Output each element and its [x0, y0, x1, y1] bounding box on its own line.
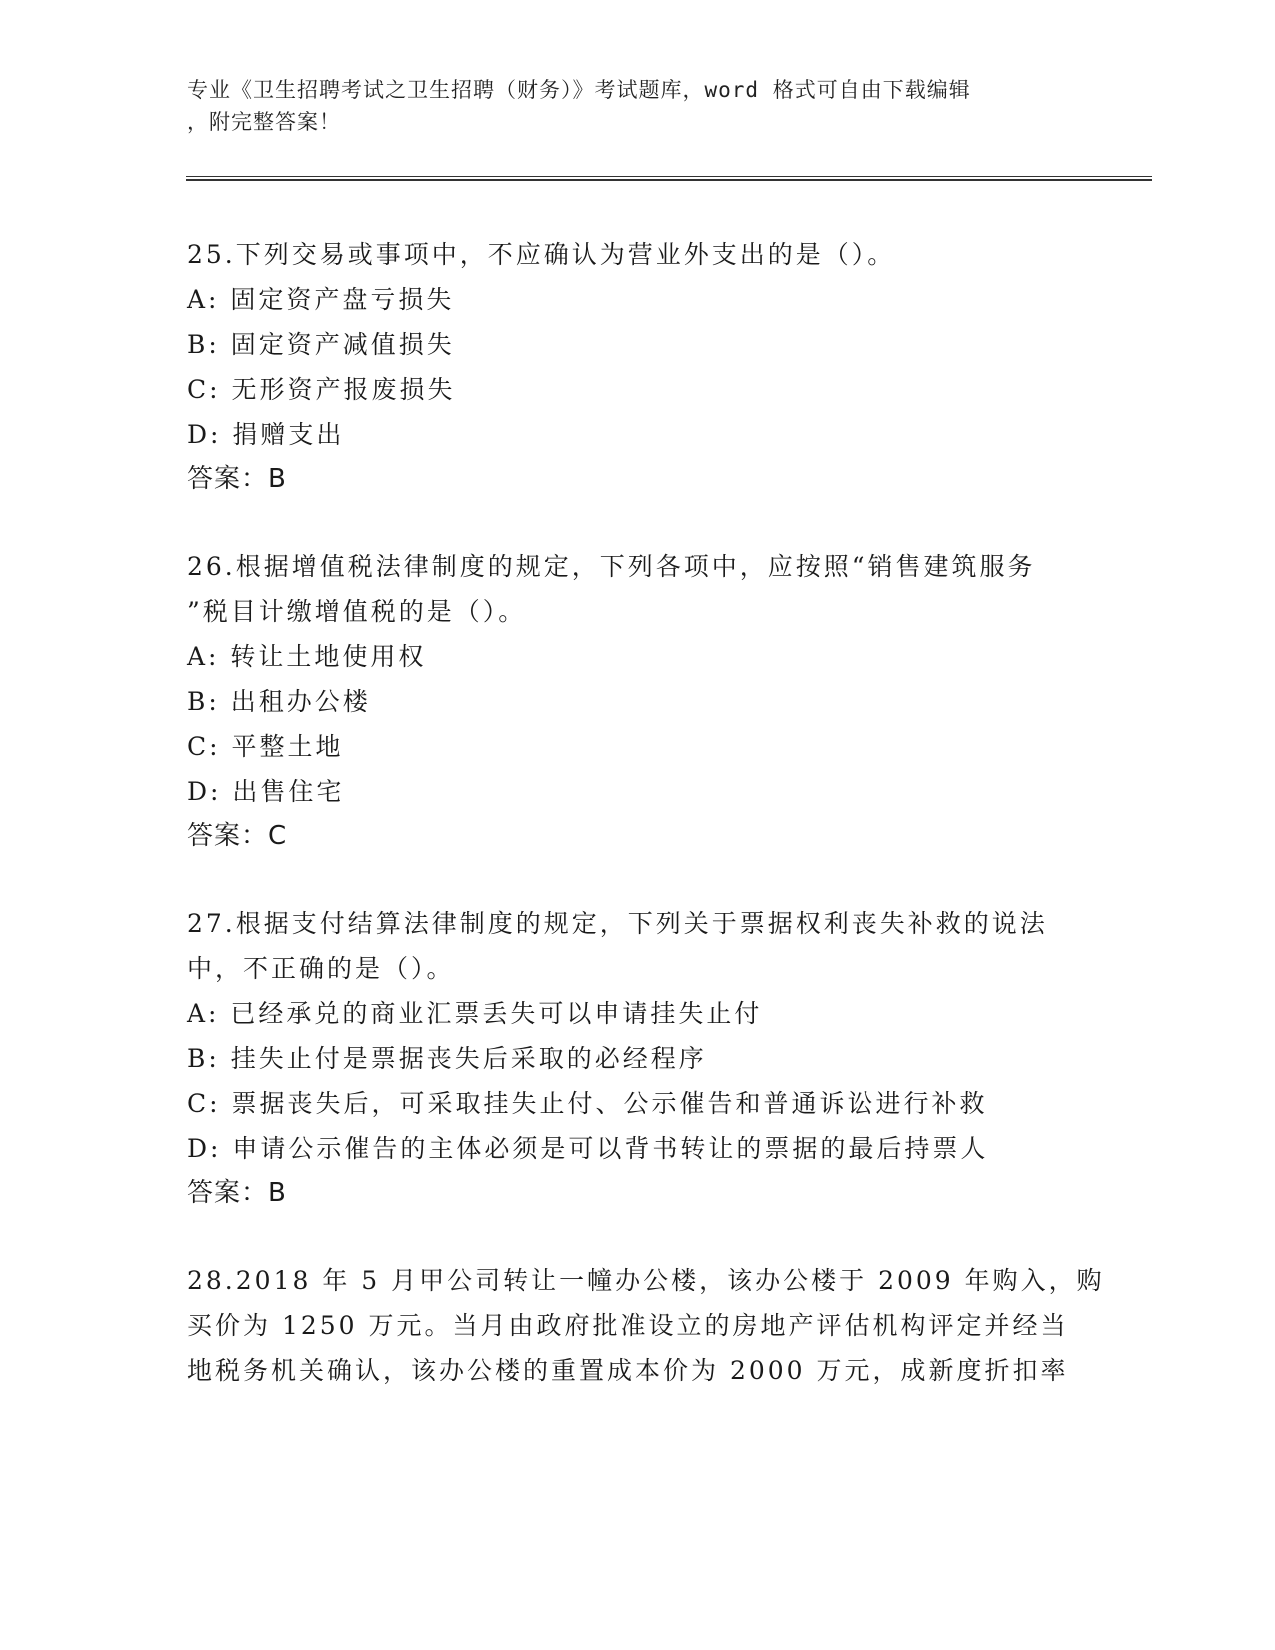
question-stem: 28.2018 年 5 月甲公司转让一幢办公楼，该办公楼于 2009 年购入，购	[187, 1266, 1105, 1295]
option-a: A: 转让土地使用权	[187, 642, 427, 671]
question-25	[187, 232, 1087, 502]
question-28	[187, 1258, 1105, 1393]
answer: 答案：C	[187, 821, 288, 851]
question-stem: 26.根据增值税法律制度的规定，下列各项中，应按照“销售建筑服务	[187, 552, 1036, 581]
header-divider	[186, 176, 1152, 181]
option-b: B: 固定资产减值损失	[187, 330, 455, 359]
option-d: D: 出售住宅	[187, 777, 345, 806]
option-c: C: 票据丧失后，可采取挂失止付、公示催告和普通诉讼进行补救	[187, 1089, 988, 1118]
option-b: B: 挂失止付是票据丧失后采取的必经程序	[187, 1044, 707, 1073]
question-list	[187, 232, 1105, 1435]
option-a: A: 固定资产盘亏损失	[187, 285, 455, 314]
option-d: D: 申请公示催告的主体必须是可以背书转让的票据的最后持票人	[187, 1134, 989, 1163]
header-line-1: 专业《卫生招聘考试之卫生招聘（财务）》考试题库，word 格式可自由下载编辑	[187, 78, 971, 102]
header-line-2: ，附完整答案！	[187, 110, 341, 134]
option-c: C: 平整土地	[187, 732, 344, 761]
question-stem-continued: 中，不正确的是（）。	[187, 954, 455, 983]
option-a: A: 已经承兑的商业汇票丢失可以申请挂失止付	[187, 999, 763, 1028]
question-stem: 27.根据支付结算法律制度的规定，下列关于票据权利丧失补救的说法	[187, 909, 1048, 938]
question-26	[187, 544, 1087, 859]
question-stem-continued: 地税务机关确认，该办公楼的重置成本价为 2000 万元，成新度折扣率	[187, 1356, 1069, 1385]
answer: 答案：B	[187, 464, 287, 494]
question-stem-continued: 买价为 1250 万元。当月由政府批准设立的房地产评估机构评定并经当	[187, 1311, 1069, 1340]
question-27	[187, 901, 1087, 1216]
option-d: D: 捐赠支出	[187, 420, 345, 449]
question-stem: 25.下列交易或事项中，不应确认为营业外支出的是（）。	[187, 240, 896, 269]
document-header	[187, 74, 1067, 138]
question-stem-continued: ”税目计缴增值税的是（）。	[187, 597, 527, 626]
option-c: C: 无形资产报废损失	[187, 375, 456, 404]
answer: 答案：B	[187, 1178, 287, 1208]
option-b: B: 出租办公楼	[187, 687, 371, 716]
